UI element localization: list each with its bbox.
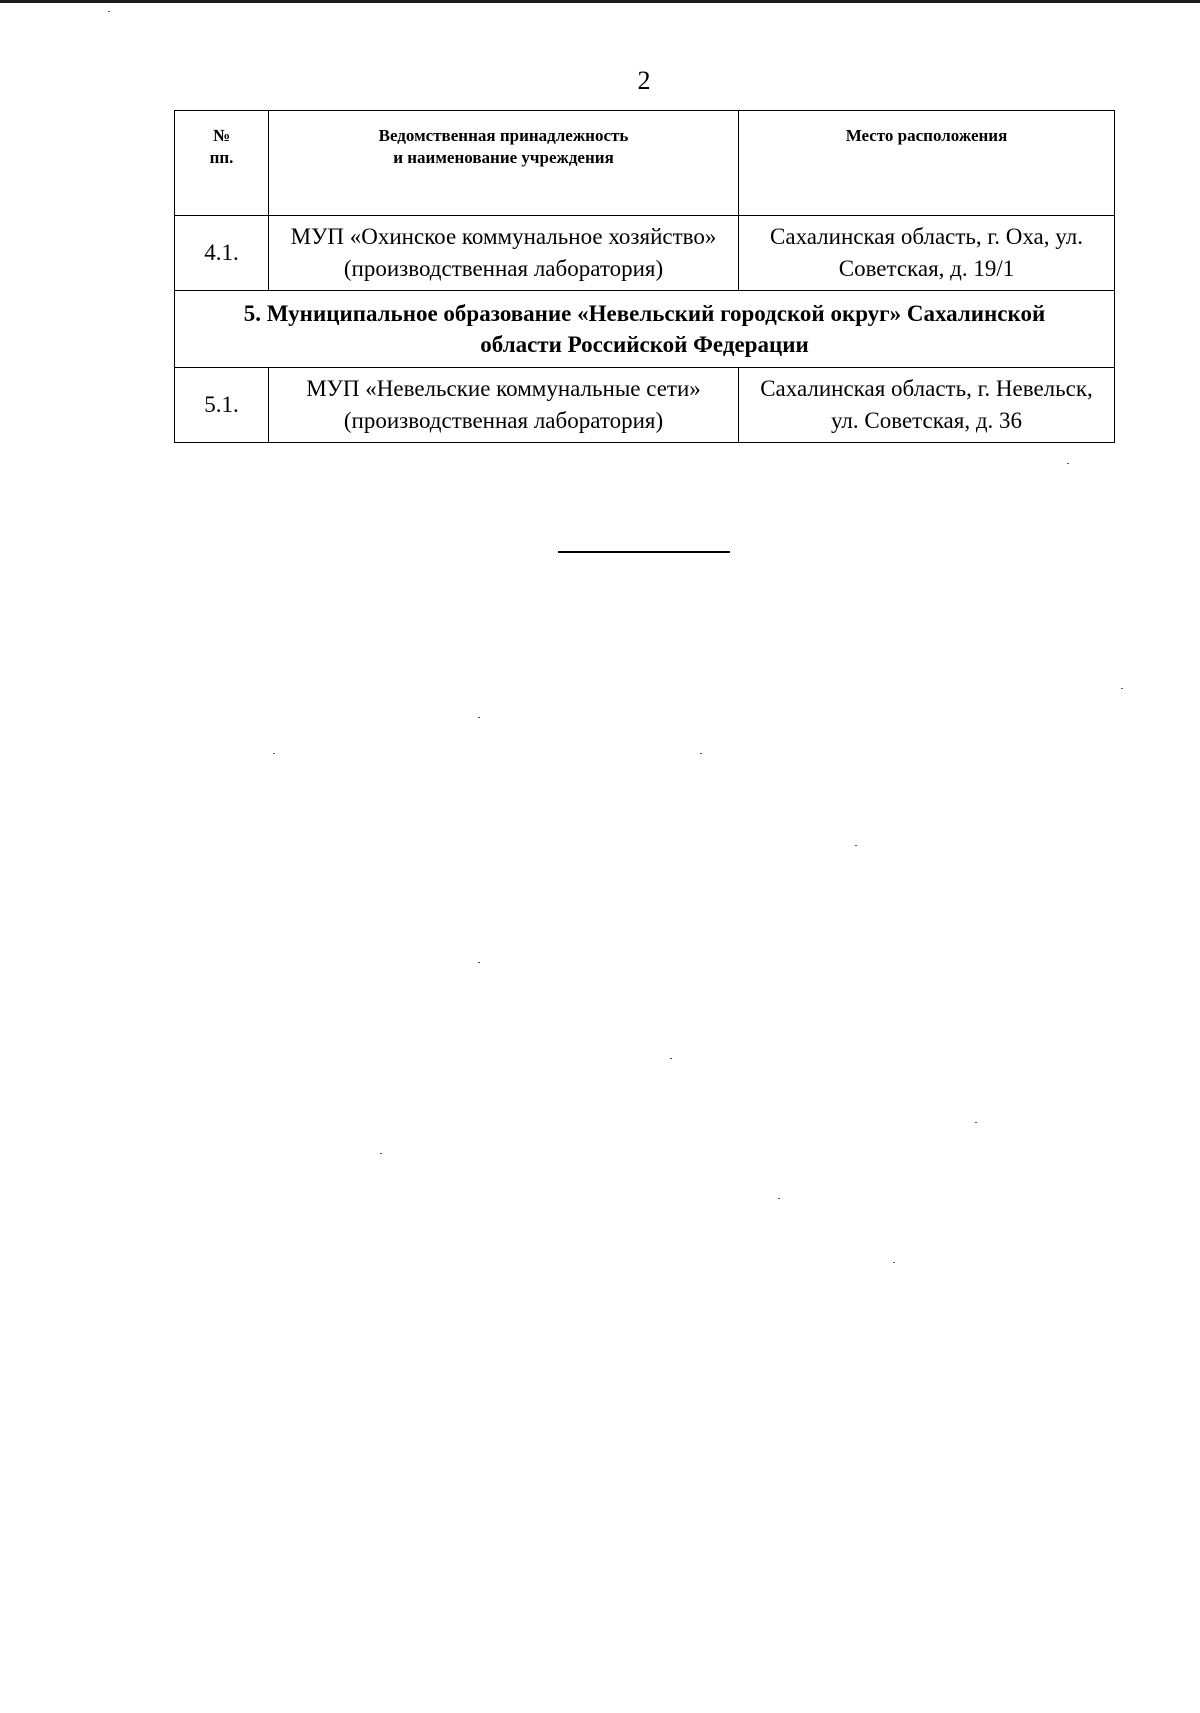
- institutions-table: [174, 110, 1115, 443]
- row-location: [739, 368, 1115, 443]
- scan-speck: [478, 962, 480, 963]
- scan-speck: [893, 1262, 895, 1263]
- header-number: [175, 111, 269, 216]
- institution-line: МУП «Охинское коммунальное хозяйство»: [290, 224, 717, 249]
- scan-speck: [1121, 688, 1123, 689]
- scan-speck: [273, 753, 275, 754]
- table-row: [175, 216, 1115, 291]
- section-heading-line: 5. Муниципальное образование «Невельский городской округ» Сахалинской: [243, 301, 1046, 326]
- scan-speck: [1067, 463, 1069, 464]
- row-number: 4.1.: [175, 216, 269, 291]
- scan-speck: [778, 1198, 780, 1199]
- end-of-document-rule: [558, 551, 730, 553]
- location-line: Сахалинская область, г. Невельск,: [760, 376, 1093, 401]
- scan-speck: [700, 753, 702, 754]
- header-number-text: № пп.: [209, 126, 234, 167]
- institution-line: МУП «Невельские коммунальные сети»: [306, 376, 701, 401]
- section-heading-row: [175, 291, 1115, 368]
- location-line: Сахалинская область, г. Оха, ул.: [770, 224, 1083, 249]
- row-number: 5.1.: [175, 368, 269, 443]
- section-heading-line: области Российской Федерации: [480, 332, 809, 357]
- scan-speck: [670, 1058, 672, 1059]
- section-heading: [175, 291, 1115, 368]
- header-institution-text: Ведомственная принадлежность и наименование учреждения: [378, 126, 629, 167]
- table-header-row: [175, 111, 1115, 216]
- header-location: [739, 111, 1115, 216]
- row-institution: [269, 368, 739, 443]
- institution-line: (производственная лаборатория): [343, 256, 664, 281]
- scan-speck: [478, 717, 480, 718]
- row-location: [739, 216, 1115, 291]
- row-institution: [269, 216, 739, 291]
- scan-speck: [855, 845, 857, 846]
- institution-line: (производственная лаборатория): [343, 408, 664, 433]
- scan-speck: [380, 1153, 382, 1154]
- scan-top-edge: [0, 0, 1200, 3]
- scan-speck: [108, 11, 110, 12]
- location-line: Советская, д. 19/1: [838, 256, 1015, 281]
- header-location-text: Место расположения: [845, 126, 1008, 145]
- location-line: ул. Советская, д. 36: [830, 408, 1023, 433]
- header-institution: [269, 111, 739, 216]
- table-row: [175, 368, 1115, 443]
- scan-speck: [975, 1122, 977, 1123]
- page-number: 2: [637, 66, 651, 95]
